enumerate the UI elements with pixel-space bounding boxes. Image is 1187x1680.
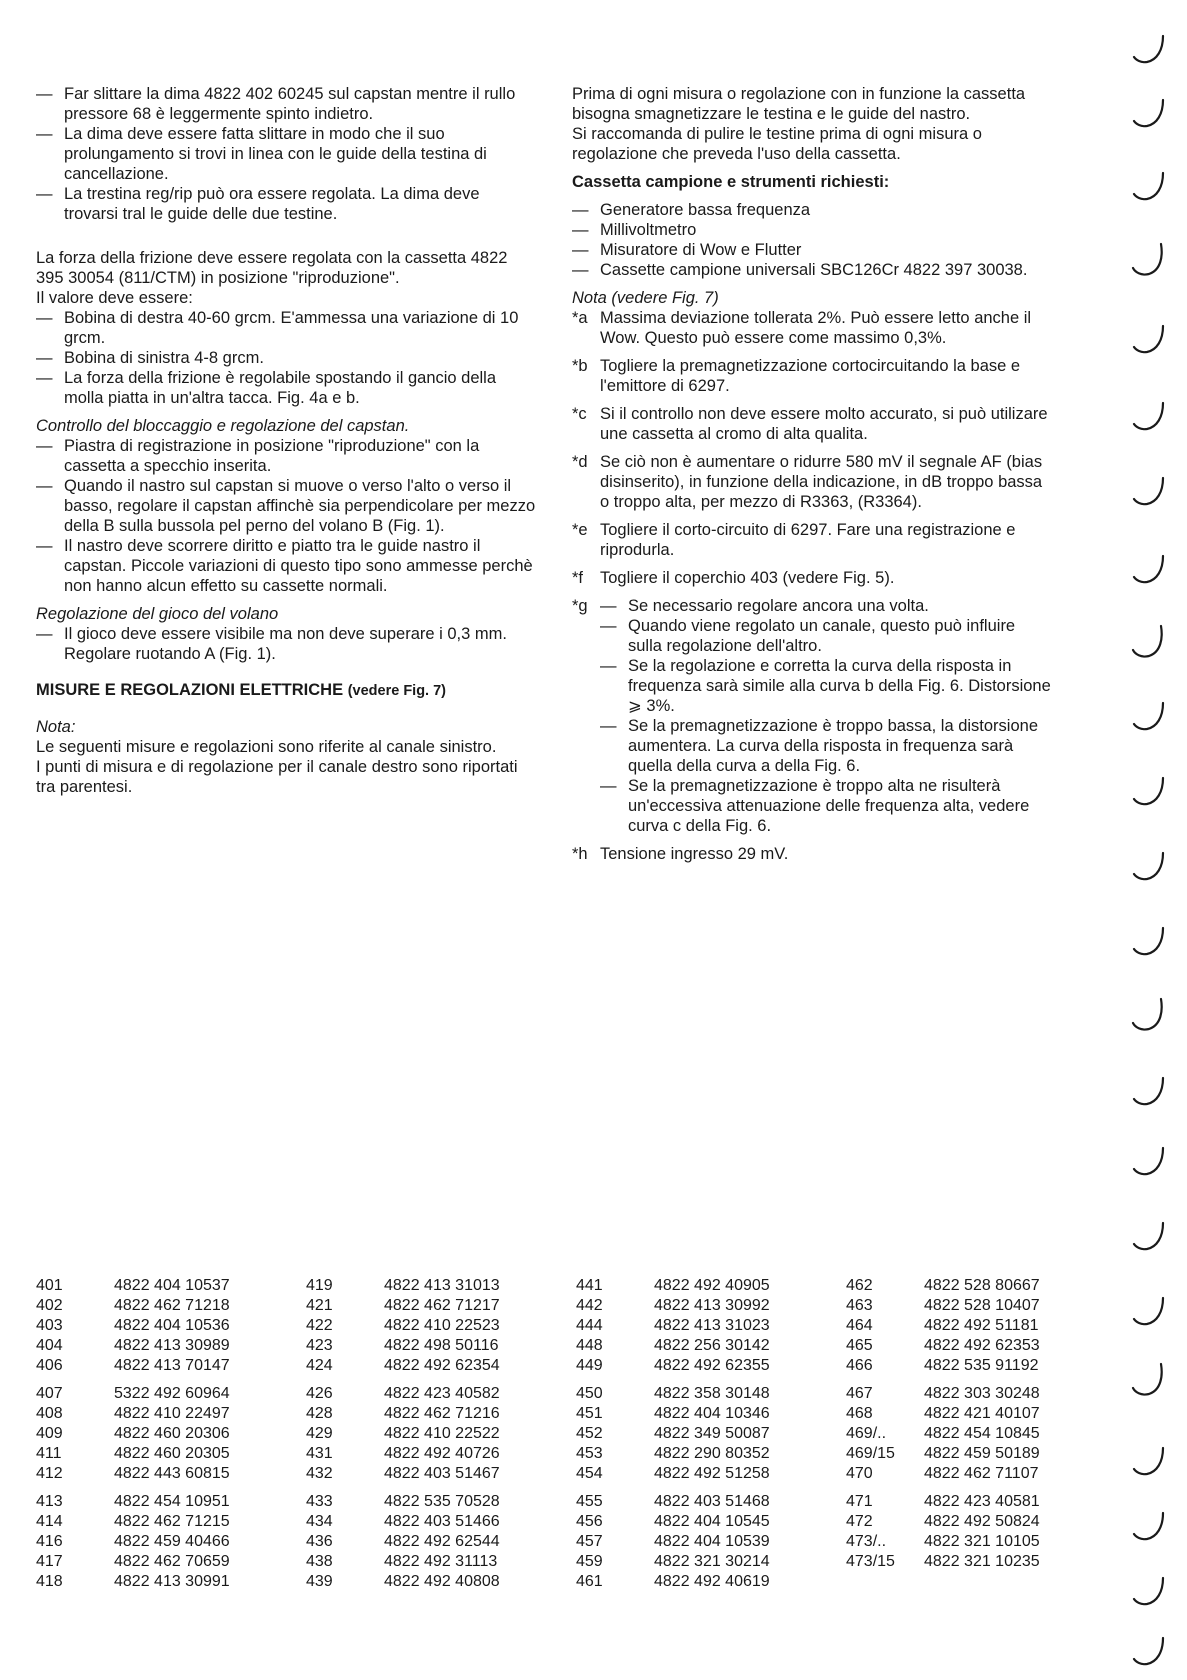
list-item: — Cassette campione universali SBC126Cr 4822 397 30038. [572, 261, 1028, 279]
table-row [846, 1316, 1106, 1336]
table-row [36, 1424, 296, 1444]
table-row [36, 1276, 296, 1296]
list-item: — La forza della frizione è regolabile spostando il gancio della molla piatta in un'altra tacca. Fig. 4a e b. [36, 369, 497, 407]
table-row [36, 1296, 296, 1316]
ring-hook-icon [1129, 1070, 1169, 1110]
part-position: 407 [36, 1385, 63, 1402]
note-item: *c Si il controllo non deve essere molto accurato, si può utilizare une cassetta al cromo di alta qualita. [572, 405, 1048, 443]
table-row [846, 1384, 1106, 1404]
ring-hook-icon [1129, 1215, 1169, 1255]
part-position: 457 [576, 1533, 603, 1550]
part-position: 449 [576, 1357, 603, 1374]
part-position: 426 [306, 1385, 333, 1402]
part-position: 472 [846, 1513, 873, 1530]
part-code: 4822 413 30991 [114, 1573, 230, 1590]
table-row [306, 1356, 566, 1376]
part-position: 422 [306, 1317, 333, 1334]
part-position: 429 [306, 1425, 333, 1442]
part-position: 451 [576, 1405, 603, 1422]
part-code: 4822 349 50087 [654, 1425, 770, 1442]
friction-paragraph: La forza della frizione deve essere regolata con la cassetta 4822 395 30054 (811/CTM) in posizione "riproduzione". [36, 249, 508, 287]
note-item: *h Tensione ingresso 29 mV. [572, 845, 789, 863]
table-row [36, 1512, 296, 1532]
table-row [36, 1404, 296, 1424]
part-code: 4822 462 71107 [924, 1465, 1039, 1482]
table-row [846, 1532, 1106, 1552]
part-position: 469/.. [846, 1425, 887, 1442]
part-code: 4822 423 40581 [924, 1493, 1040, 1510]
part-code: 4822 410 22522 [384, 1425, 500, 1442]
part-code: 4822 492 50824 [924, 1513, 1040, 1530]
table-row [36, 1356, 296, 1376]
part-position: 413 [36, 1493, 63, 1510]
ring-hook-icon [1129, 1290, 1169, 1330]
parts-column [36, 1276, 296, 1592]
part-code: 4822 454 10845 [924, 1425, 1040, 1442]
table-row [576, 1444, 836, 1464]
list-item: — Il gioco deve essere visibile ma non deve superare i 0,3 mm. Regolare ruotando A (Fig. 1). [36, 625, 507, 663]
table-row [36, 1444, 296, 1464]
part-code: 4822 321 10105 [924, 1533, 1040, 1550]
intro-paragraph: Si raccomanda di pulire le testine prima di ogni misura o regolazione che preveda l'uso della cassetta. [572, 125, 982, 163]
binder-rings [1107, 0, 1187, 1680]
part-position: 436 [306, 1533, 333, 1550]
table-row [306, 1512, 566, 1532]
part-position: 411 [36, 1445, 62, 1462]
ring-hook-icon [1129, 695, 1169, 735]
table-row [576, 1512, 836, 1532]
table-row [306, 1444, 566, 1464]
list-item: — Se la regolazione e corretta la curva della risposta in frequenza sarà simile alla curva b della Fig. 6. Distorsione ⩾ 3%. [600, 657, 1051, 715]
ring-hook-icon [1129, 920, 1169, 960]
part-code: 4822 492 40808 [384, 1573, 500, 1590]
table-row [576, 1424, 836, 1444]
part-position: 423 [306, 1337, 333, 1354]
table-row [306, 1316, 566, 1336]
part-code: 4822 403 51467 [384, 1465, 500, 1482]
part-position: 404 [36, 1337, 63, 1354]
part-code: 4822 413 31013 [384, 1277, 500, 1294]
ring-hook-icon [1129, 1140, 1169, 1180]
table-row [306, 1384, 566, 1404]
part-position: 402 [36, 1297, 63, 1314]
part-position: 438 [306, 1553, 333, 1570]
part-position: 439 [306, 1573, 333, 1590]
right-column [572, 84, 1052, 872]
part-code: 4822 498 50116 [384, 1337, 499, 1354]
ring-hook-icon [1129, 1440, 1169, 1480]
part-code: 4822 492 40619 [654, 1573, 770, 1590]
part-code: 4822 256 30142 [654, 1337, 770, 1354]
part-code: 4822 454 10951 [114, 1493, 230, 1510]
part-position: 463 [846, 1297, 873, 1314]
table-row [36, 1336, 296, 1356]
list-item: — La dima deve essere fatta slittare in modo che il suo prolungamento si trovi in linea con le guide della testina di cancellazione. [36, 125, 487, 183]
nota-label: Nota: [36, 718, 76, 736]
part-code: 5322 492 60964 [114, 1385, 230, 1402]
table-row [576, 1356, 836, 1376]
part-code: 4822 403 51468 [654, 1493, 770, 1510]
part-code: 4822 404 10346 [654, 1405, 770, 1422]
part-code: 4822 423 40582 [384, 1385, 500, 1402]
ring-hook-icon [1129, 395, 1169, 435]
part-code: 4822 404 10536 [114, 1317, 230, 1334]
ring-hook-icon [1129, 622, 1169, 662]
part-code: 4822 462 70659 [114, 1553, 230, 1570]
part-position: 434 [306, 1513, 333, 1530]
table-row [576, 1276, 836, 1296]
value-intro: Il valore deve essere: [36, 289, 193, 307]
table-row [306, 1572, 566, 1592]
part-position: 414 [36, 1513, 63, 1530]
list-item: — Quando viene regolato un canale, questo può influire sulla regolazione dell'altro. [600, 617, 1016, 655]
part-code: 4822 413 30989 [114, 1337, 230, 1354]
table-row [576, 1296, 836, 1316]
part-position: 432 [306, 1465, 333, 1482]
part-code: 4822 462 71216 [384, 1405, 500, 1422]
list-item: — Bobina di sinistra 4-8 grcm. [36, 349, 264, 367]
list-item: — Se la premagnetizzazione è troppo bassa, la distorsione aumentera. La curva della risposta in frequenza sarà quella della curva a della Fig. 6. [600, 717, 1038, 775]
part-code: 4822 410 22497 [114, 1405, 230, 1422]
part-code: 4822 404 10539 [654, 1533, 770, 1550]
part-code: 4822 462 71218 [114, 1297, 230, 1314]
part-code: 4822 535 91192 [924, 1357, 1039, 1374]
part-position: 466 [846, 1357, 873, 1374]
table-row [846, 1424, 1106, 1444]
part-code: 4822 492 62354 [384, 1357, 500, 1374]
part-code: 4822 421 40107 [924, 1405, 1040, 1422]
part-position: 470 [846, 1465, 873, 1482]
ring-hook-icon [1129, 1505, 1169, 1545]
table-row [36, 1492, 296, 1512]
table-row [576, 1572, 836, 1592]
ring-hook-icon [1129, 92, 1169, 132]
part-position: 459 [576, 1553, 603, 1570]
part-position: 418 [36, 1573, 63, 1590]
part-code: 4822 460 20305 [114, 1445, 230, 1462]
part-code: 4822 492 62355 [654, 1357, 770, 1374]
list-item: — Quando il nastro sul capstan si muove o verso l'alto o verso il basso, regolare il capstan affinchè sia perpendicolare per mezzo della B sulla bussola pel perno del volano B (Fig. 1). [36, 477, 536, 535]
ring-hook-icon [1129, 470, 1169, 510]
part-position: 461 [576, 1573, 603, 1590]
part-position: 471 [846, 1493, 873, 1510]
part-position: 452 [576, 1425, 603, 1442]
part-position: 464 [846, 1317, 873, 1334]
note-item-g: *g — Se necessario regolare ancora una volta. — Quando viene regolato un canale, questo può influire sulla regolazione dell'altro. — Se la regolazione e corretta la curva della risposta in frequenza sarà simile alla curva b della Fig. 6. Distorsione ⩾ 3%. — Se la premagnetizzazione è troppo bassa, la distorsione aumentera. La curva della risposta in frequenza sarà quella della curva a della Fig. 6. — Se la premagnetizzazione è troppo alta ne risulterà un'eccessiva attenuazione delle frequenza alta, vedere curva c della Fig. 6. [572, 597, 1051, 835]
table-row [846, 1492, 1106, 1512]
part-position: 406 [36, 1357, 63, 1374]
part-code: 4822 460 20306 [114, 1425, 230, 1442]
list-item: — Bobina di destra 40-60 grcm. E'ammessa una variazione di 10 grcm. [36, 309, 519, 347]
part-code: 4822 404 10545 [654, 1513, 770, 1530]
part-code: 4822 290 80352 [654, 1445, 770, 1462]
note-item: *a Massima deviazione tollerata 2%. Può essere letto anche il Wow. Questo può essere come massimo 0,3%. [572, 309, 1032, 347]
ring-hook-icon [1129, 318, 1169, 358]
table-row [306, 1492, 566, 1512]
part-code: 4822 462 71217 [384, 1297, 500, 1314]
part-code: 4822 358 30148 [654, 1385, 770, 1402]
part-position: 421 [306, 1297, 333, 1314]
list-item: — Se necessario regolare ancora una volta. [600, 597, 929, 615]
part-position: 462 [846, 1277, 873, 1294]
ring-hook-icon [1129, 240, 1169, 280]
table-row [846, 1296, 1106, 1316]
part-code: 4822 303 30248 [924, 1385, 1040, 1402]
note-item: *e Togliere il corto-circuito di 6297. Fare una registrazione e riprodurla. [572, 521, 1016, 559]
part-position: 465 [846, 1337, 873, 1354]
part-position: 441 [576, 1277, 603, 1294]
ring-hook-icon [1129, 1360, 1169, 1400]
table-row [306, 1276, 566, 1296]
part-position: 408 [36, 1405, 63, 1422]
part-code: 4822 492 62353 [924, 1337, 1040, 1354]
tools-heading: Cassetta campione e strumenti richiesti: [572, 173, 890, 191]
part-code: 4822 528 10407 [924, 1297, 1040, 1314]
table-row [576, 1492, 836, 1512]
table-row [306, 1424, 566, 1444]
part-code: 4822 410 22523 [384, 1317, 500, 1334]
volano-heading: Regolazione del gioco del volano [36, 605, 279, 623]
table-row [576, 1336, 836, 1356]
nota-text: Le seguenti misure e regolazioni sono riferite al canale sinistro. [36, 738, 497, 756]
note-item: *b Togliere la premagnetizzazione cortocircuitando la base e l'emittore di 6297. [572, 357, 1021, 395]
table-row [846, 1444, 1106, 1464]
part-code: 4822 413 30992 [654, 1297, 770, 1314]
table-row [36, 1552, 296, 1572]
part-position: 409 [36, 1425, 63, 1442]
part-code: 4822 321 10235 [924, 1553, 1040, 1570]
table-row [306, 1404, 566, 1424]
table-row [36, 1532, 296, 1552]
part-position: 444 [576, 1317, 603, 1334]
parts-column [576, 1276, 836, 1592]
part-position: 467 [846, 1385, 873, 1402]
table-row [306, 1552, 566, 1572]
part-position: 419 [306, 1277, 333, 1294]
ring-hook-icon [1129, 165, 1169, 205]
section-title: MISURE E REGOLAZIONI ELETTRICHE (vedere Fig. 7) [36, 681, 447, 699]
table-row [306, 1296, 566, 1316]
ring-hook-icon [1129, 1630, 1169, 1670]
part-code: 4822 492 51181 [924, 1317, 1039, 1334]
list-item: — La trestina reg/rip può ora essere regolata. La dima deve trovarsi tral le guide delle due testine. [36, 185, 480, 223]
part-position: 424 [306, 1357, 333, 1374]
parts-column [306, 1276, 566, 1592]
table-row [576, 1552, 836, 1572]
part-code: 4822 492 51258 [654, 1465, 770, 1482]
part-position: 433 [306, 1493, 333, 1510]
table-row [36, 1572, 296, 1592]
table-row [36, 1464, 296, 1484]
part-position: 455 [576, 1493, 603, 1510]
part-position: 473/15 [846, 1553, 895, 1570]
list-item: — Generatore bassa frequenza [572, 201, 811, 219]
table-row [846, 1552, 1106, 1572]
table-row [846, 1512, 1106, 1532]
list-item: — Far slittare la dima 4822 402 60245 sul capstan mentre il rullo pressore 68 è leggermente spinto indietro. [36, 85, 516, 123]
left-column [36, 84, 536, 797]
ring-hook-icon [1129, 28, 1169, 68]
list-item: — Il nastro deve scorrere diritto e piatto tra le guide nastro il capstan. Piccole variazioni di questo tipo sono ammesse perchè non hanno alcun effetto su cassette normali. [36, 537, 533, 595]
part-position: 454 [576, 1465, 603, 1482]
ring-hook-icon [1129, 845, 1169, 885]
part-code: 4822 492 31113 [384, 1553, 498, 1570]
part-position: 450 [576, 1385, 603, 1402]
table-row [36, 1316, 296, 1336]
part-position: 412 [36, 1465, 63, 1482]
note-item: *f Togliere il coperchio 403 (vedere Fig. 5). [572, 569, 895, 587]
parts-column [846, 1276, 1106, 1572]
part-code: 4822 459 50189 [924, 1445, 1040, 1462]
part-code: 4822 459 40466 [114, 1533, 230, 1550]
ring-hook-icon [1129, 1570, 1169, 1610]
capstan-heading: Controllo del bloccaggio e regolazione del capstan. [36, 417, 410, 435]
part-code: 4822 413 31023 [654, 1317, 770, 1334]
table-row [576, 1464, 836, 1484]
nota-text: I punti di misura e di regolazione per il canale destro sono riportati tra parentesi. [36, 758, 518, 796]
part-code: 4822 492 40905 [654, 1277, 770, 1294]
table-row [846, 1464, 1106, 1484]
table-row [306, 1464, 566, 1484]
note-item: *d Se ciò non è aumentare o ridurre 580 mV il segnale AF (bias disinserito), in funzione della indicazione, in dB troppo bassa o troppo alta, per mezzo di R3363, (R3364). [572, 453, 1043, 511]
part-code: 4822 403 51466 [384, 1513, 500, 1530]
part-position: 416 [36, 1533, 63, 1550]
part-position: 456 [576, 1513, 603, 1530]
list-item: — Se la premagnetizzazione è troppo alta ne risulterà un'eccessiva attenuazione delle frequenza alta, vedere curva c della Fig. 6. [600, 777, 1030, 835]
list-item: — Piastra di registrazione in posizione "riproduzione" con la cassetta a specchio inserita. [36, 437, 480, 475]
part-code: 4822 492 62544 [384, 1533, 500, 1550]
table-row [576, 1532, 836, 1552]
part-position: 469/15 [846, 1445, 895, 1462]
ring-hook-icon [1129, 770, 1169, 810]
part-position: 428 [306, 1405, 333, 1422]
table-row [846, 1356, 1106, 1376]
ring-hook-icon [1129, 548, 1169, 588]
part-position: 401 [36, 1277, 63, 1294]
ring-hook-icon [1129, 995, 1169, 1035]
part-position: 453 [576, 1445, 603, 1462]
table-row [846, 1276, 1106, 1296]
part-code: 4822 535 70528 [384, 1493, 500, 1510]
table-row [576, 1384, 836, 1404]
part-position: 468 [846, 1405, 873, 1422]
part-code: 4822 413 70147 [114, 1357, 230, 1374]
part-position: 442 [576, 1297, 603, 1314]
part-code: 4822 528 80667 [924, 1277, 1040, 1294]
part-position: 448 [576, 1337, 603, 1354]
table-row [306, 1336, 566, 1356]
part-code: 4822 492 40726 [384, 1445, 500, 1462]
list-item: — Millivoltmetro [572, 221, 697, 239]
part-position: 473/.. [846, 1533, 887, 1550]
table-row [846, 1336, 1106, 1356]
list-item: — Misuratore di Wow e Flutter [572, 241, 802, 259]
part-position: 417 [36, 1553, 63, 1570]
part-code: 4822 462 71215 [114, 1513, 230, 1530]
table-row [846, 1404, 1106, 1424]
part-code: 4822 443 60815 [114, 1465, 230, 1482]
intro-paragraph: Prima di ogni misura o regolazione con in funzione la cassetta bisogna smagnetizzare le testina e le guide del nastro. [572, 85, 1026, 123]
table-row [576, 1316, 836, 1336]
part-position: 403 [36, 1317, 63, 1334]
part-code: 4822 404 10537 [114, 1277, 230, 1294]
table-row [306, 1532, 566, 1552]
table-row [36, 1384, 296, 1404]
table-row [576, 1404, 836, 1424]
part-position: 431 [306, 1445, 333, 1462]
nota-heading: Nota (vedere Fig. 7) [572, 289, 719, 307]
part-code: 4822 321 30214 [654, 1553, 770, 1570]
